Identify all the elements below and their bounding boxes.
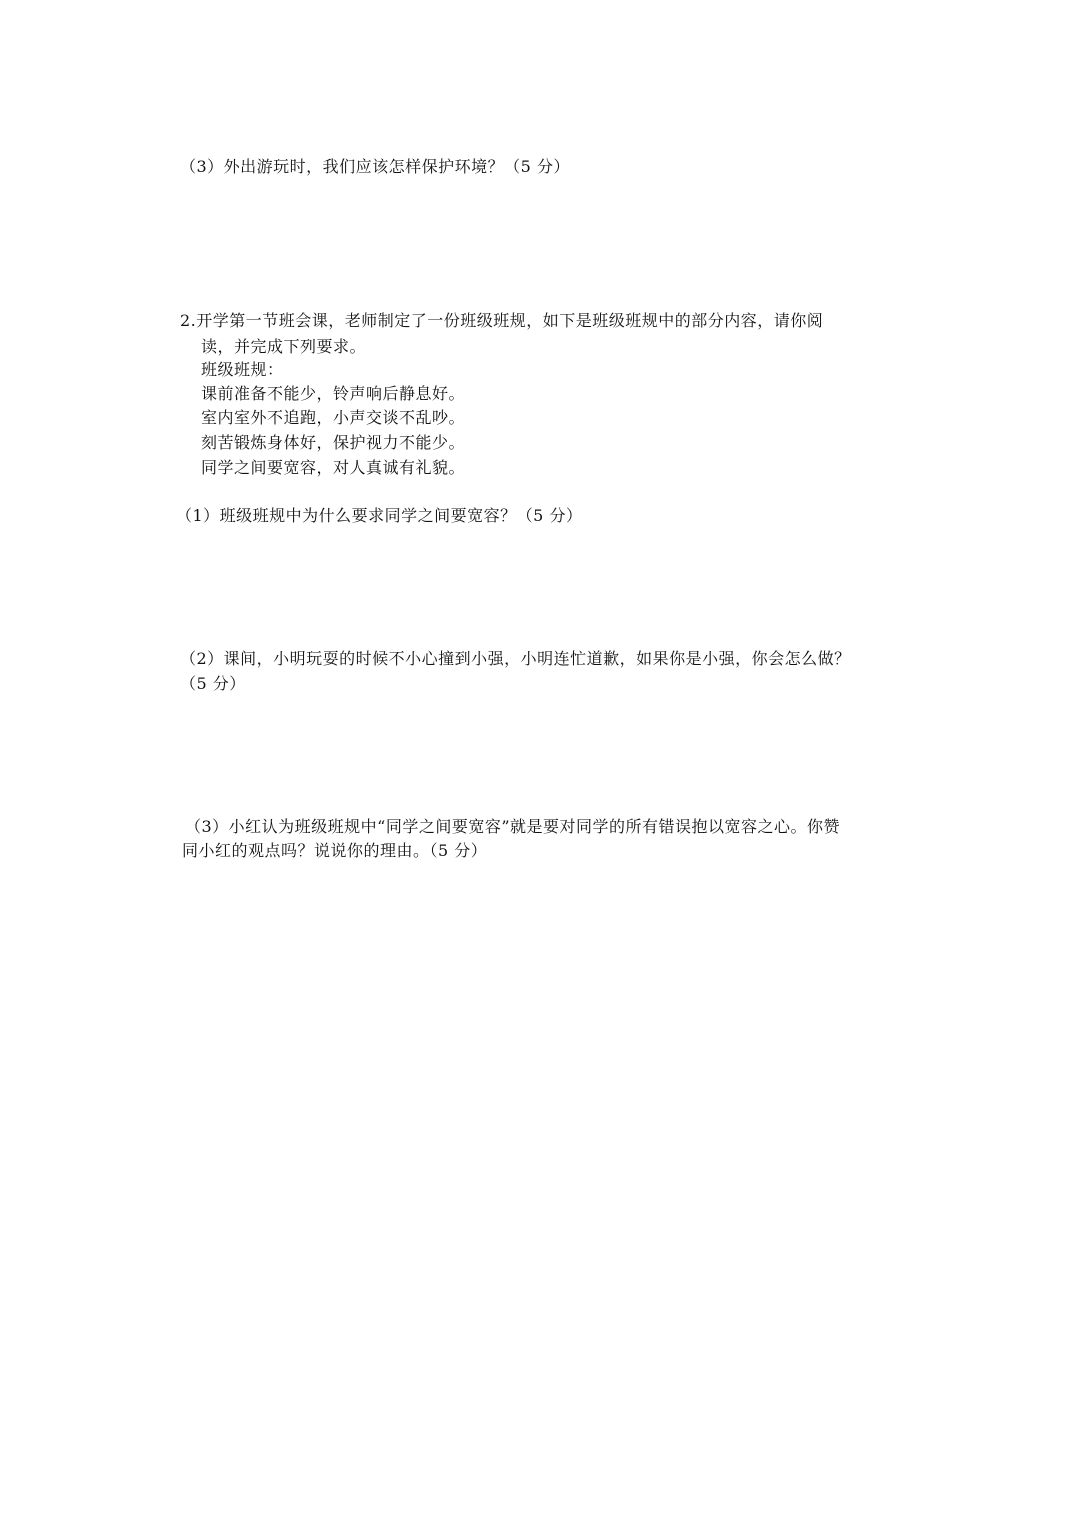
question-2-stem-line-2: 读，并完成下列要求。: [201, 337, 367, 356]
class-rule-item: 室内室外不追跑，小声交谈不乱吵。: [201, 408, 466, 427]
question-1-part-3: （3）外出游玩时，我们应该怎样保护环境？（5 分）: [180, 157, 570, 176]
question-2-part-3-line-1: （3）小红认为班级班规中“同学之间要宽容”就是要对同学的所有错误抱以宽容之心。你赞: [185, 817, 841, 836]
question-2-part-2-line-1: （2）课间，小明玩耍的时候不小心撞到小强，小明连忙道歉，如果你是小强，你会怎么做？: [180, 649, 851, 668]
question-2-stem-line-1: 2.开学第一节班会课，老师制定了一份班级班规，如下是班级班规中的部分内容，请你阅: [180, 311, 824, 330]
class-rule-item: 课前准备不能少，铃声响后静息好。: [201, 384, 466, 403]
class-rules-title: 班级班规：: [201, 360, 284, 379]
question-2-part-3-line-2: 同小红的观点吗？说说你的理由。（5 分）: [182, 841, 488, 860]
class-rule-item: 同学之间要宽容，对人真诚有礼貌。: [201, 458, 466, 477]
class-rule-item: 刻苦锻炼身体好，保护视力不能少。: [201, 433, 466, 452]
question-2-part-2-line-2: （5 分）: [180, 674, 246, 693]
question-2-part-1: （1）班级班规中为什么要求同学之间要宽容？（5 分）: [176, 506, 583, 525]
